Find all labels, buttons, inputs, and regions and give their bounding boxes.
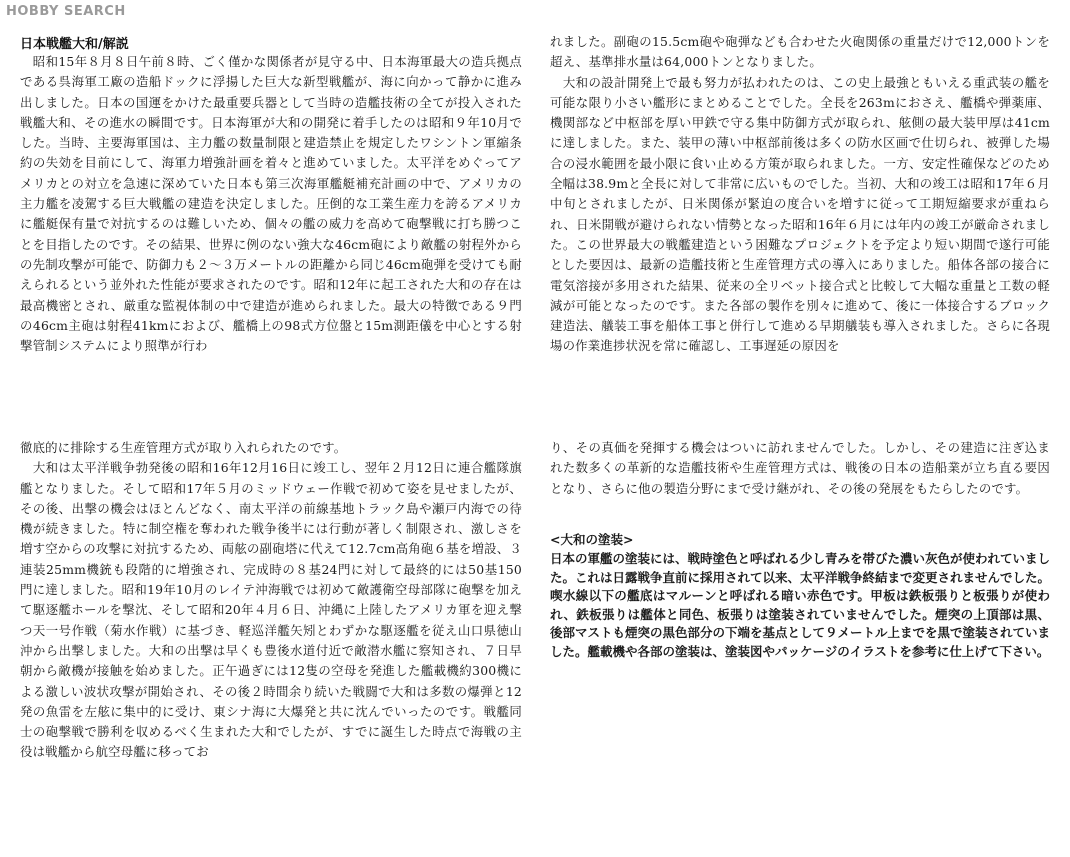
column-1-bottom-text: [20, 438, 522, 840]
column-2-bottom-text: [550, 438, 1050, 520]
paragraph: 日本の軍艦の塗装には、戦時塗色と呼ばれる少し青みを帯びた濃い灰色が使われていました。これは日露戦争直前に採用されて以来、太平洋戦争終結まで変更されませんでした。喫水線以下の艦底はマルーンと呼ばれる暗い赤色です。甲板は鉄板張りと板張りが使われ、鉄板張りは艦体と同色、板張りは塗装されていませんでした。煙突の上頂部は黒、後部マストも煙突の黒色部分の下端を基点として９メートル上までを黒で塗装されていました。艦載機や各部の塗装は、塗装図やパッケージのイラストを参考に仕上げて下さい。: [550, 551, 1051, 659]
paragraph: れました。副砲の15.5cm砲や砲弾なども合わせた火砲関係の重量だけで12,000トンを超え、基準排水量は64,000トンとなりました。: [550, 34, 1050, 70]
paragraph: 徹底的に排除する生産管理方式が取り入れられたのです。: [20, 440, 347, 455]
paint-section-heading: <大和の塗装>: [550, 532, 634, 547]
paragraph: 昭和15年８月８日午前８時、ごく僅かな関係者が見守る中、日本海軍最大の造兵拠点である呉海軍工廠の造船ドックに浮揚した巨大な新型戦艦が、海に向かって静かに進み出しました。日本の国運をかけた最重要兵器として当時の造艦技術の全てが投入された戦艦大和、その進水の瞬間です。日本海軍が大和の開発に着手したのは昭和９年10月でした。当時、主要海軍国は、主力艦の数量制限と建造禁止を規定したワシントン軍縮条約の失効を目前にして、海軍力増強計画を着々と進めていました。太平洋をめぐってアメリカとの対立を急速に深めていた日本も第三次海軍艦艇補充計画の中で、アメリカの主力艦を凌駕する巨大戦艦の建造を決定しました。圧倒的な工業生産力を誇るアメリカに艦艇保有量で対抗するのは難しいため、個々の艦の威力を高めて砲撃戦に打ち勝つことを目指したのです。その結果、世界に例のない強大な46cm砲により敵艦の射程外からの先制攻撃が可能で、防御力も２～３万メートルの距離から同じ46cm砲弾を受けても耐えられるという並外れた性能が要求されたのです。昭和12年に起工された大和の存在は最高機密とされ、厳重な監視体制の中で建造が進められました。最大の特徴である９門の46cm主砲は射程41kmにおよび、艦橋上の98式方位盤と15m測距儀を中心とする射撃管制システムにより照準が行わ: [20, 54, 522, 354]
column-1-top-text: [20, 52, 522, 424]
paragraph: 大和の設計開発上で最も努力が払われたのは、この史上最強ともいえる重武装の艦を可能な限り小さい艦形にまとめることでした。全長を263mにおさえ、艦橋や弾薬庫、機関部など中枢部を厚い甲鉄で守る集中防御方式が取られ、舷側の最大装甲厚は41cmに達しました。また、装甲の薄い中枢部前後は多くの防水区画で仕切られ、被弾した場合の浸水範囲を最小限に食い止める方策が取られました。一方、安定性確保などのため全幅は38.9mと全長に対して非常に広いものでした。当初、大和の竣工は昭和17年６月中旬とされましたが、日米関係が緊迫の度合いを増すに従って工期短縮要求が重ねられ、日米開戦が避けられない情勢となった昭和16年６月には年内の竣工が厳命されました。この世界最大の戦艦建造という困難なプロジェクトを予定より短い期間で遂行可能とした要因は、最新の造艦技術と生産管理方式の導入にありました。船体各部の接合に電気溶接が多用された結果、従来の全リベット接合式と比較して大幅な重量と工数の軽減が可能となったのです。また各部の製作を別々に進めて、後に一体接合するブロック建造法、艤装工事を船体工事と併行して進める早期艤装も導入されました。さらに各現場の作業進捗状況を常に確認し、工事遅延の原因を: [550, 74, 1050, 354]
paint-section-text: [550, 550, 1050, 662]
article-heading: 日本戦艦大和/解説: [20, 37, 129, 52]
site-logo[interactable]: HOBBY SEARCH: [6, 4, 126, 19]
paragraph: り、その真価を発揮する機会はついに訪れませんでした。しかし、その建造に注ぎ込まれた数多くの革新的な造艦技術や生産管理方式は、戦後の日本の造船業が立ち直る要因となり、さらに他の製造分野にまで受け継がれ、その後の発展をもたらしたのです。: [550, 440, 1050, 496]
paragraph: 大和は太平洋戦争勃発後の昭和16年12月16日に竣工し、翌年２月12日に連合艦隊旗艦となりました。そして昭和17年５月のミッドウェー作戦で初めて姿を見せましたが、その後、出撃の機会はほとんどなく、南太平洋の前線基地トラック島や瀬戸内海での待機が続きました。特に制空権を奪われた戦争後半には行動が著しく制限され、激しさを増す空からの攻撃に対抗するため、両舷の副砲塔に代えて12.7cm高角砲６基を増設、３連装25mm機銃も段階的に増強され、完成時の８基24門に対して最終的には50基150 門に達しました。昭和19年10月のレイテ沖海戦では初めて敵護衛空母部隊に砲撃を加えて駆逐艦ホールを撃沈、そして昭和20年４月６日、沖縄に上陸したアメリカ軍を迎え撃つ天一号作戦（菊水作戦）に基づき、軽巡洋艦矢矧とわずかな駆逐艦を従え山口県徳山沖から出撃しました。大和の出撃は早くも豊後水道付近で敵潜水艦に察知され、７日早朝から敵機が接触を始めました。正午過ぎには12隻の空母を発進した艦載機約300機による激しい波状攻撃が開始され、その後２時間余り続いた戦闘で大和は多数の爆弾と12発の魚雷を左舷に集中的に受け、東シナ海に大爆発と共に沈んでいったのです。戦艦同士の砲撃戦で勝利を収めるべく生まれた大和でしたが、すでに誕生した時点で海戦の主役は戦艦から航空母艦に移ってお: [20, 460, 522, 760]
column-2-top-text: [550, 32, 1050, 424]
